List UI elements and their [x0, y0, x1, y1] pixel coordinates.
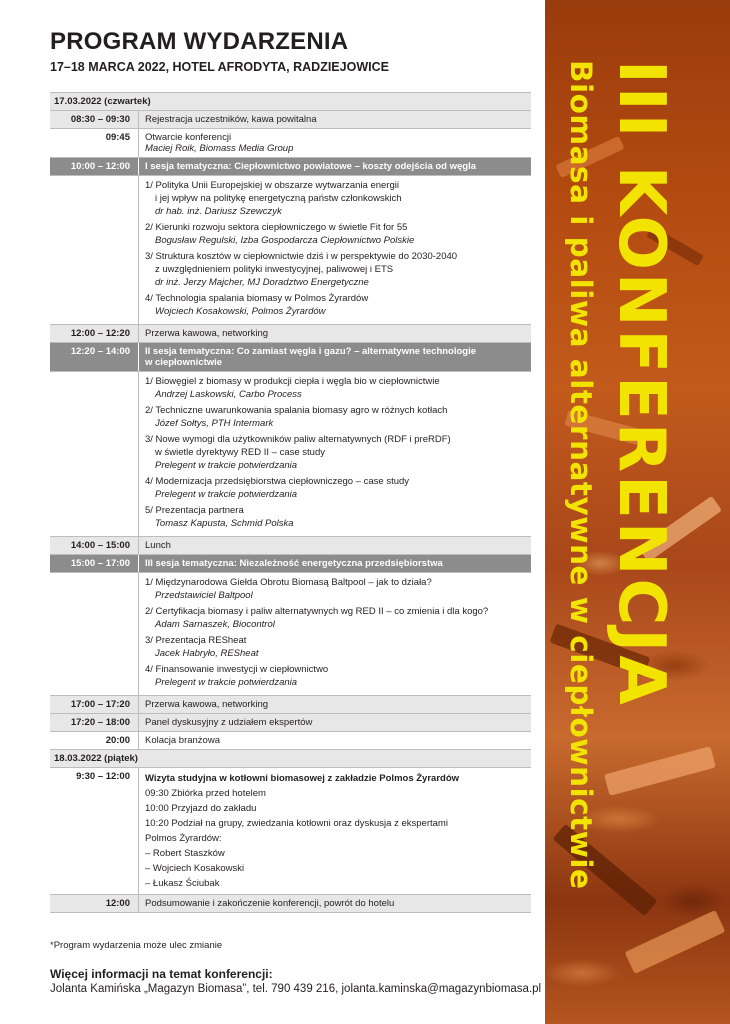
session-row-3: 15:00 – 17:00 III sesja tematyczna: Niezależność energetyczna przedsiębiorstwa [50, 555, 531, 573]
session-3-items [50, 573, 531, 696]
list-item: 1/ Międzynarodowa Giełda Obrotu Biomasą Baltpool – jak to działa? Przedstawiciel Baltpool [145, 577, 432, 601]
list-item: 2/ Kierunki rozwoju sektora ciepłowniczego w świetle Fit for 55 Bogusław Regulski, Izba Gospodarcza Ciepłownictwo Polskie [145, 222, 415, 246]
conference-theme: Biomasa i paliwa alternatywne w ciepłownictwie [564, 60, 598, 890]
footnote: *Program wydarzenia może ulec zmianie [50, 940, 223, 951]
table-row: 09:45 Otwarcie konferencji Maciej Roik, Biomass Media Group [50, 129, 531, 158]
table-row: 17:20 – 18:00 Panel dyskusyjny z udziałem ekspertów [50, 714, 531, 732]
session-row-2: 12:20 – 14:00 II sesja tematyczna: Co zamiast węgla i gazu? – alternatywne technologie w ciepłownictwie [50, 343, 531, 372]
list-item: 3/ Struktura kosztów w ciepłownictwie dziś i w perspektywie do 2030-2040 z uwzględnieniem polityki inwestycyjnej, paliwowej i ETS dr inż. Jerzy Majcher, MJ Doradztwo Energetyczne [145, 251, 458, 288]
day-header-1: 17.03.2022 (czwartek) [50, 93, 531, 111]
table-row: 9:30 – 12:00 Wizyta studyjna w kotłowni biomasowej z zakładzie Polmos Żyrardów 09:30 Zbiórka przed hotelem 10:00 Przyjazd do zakładu 10:20 Podział na grupy, zwiedzania kotłowni oraz dyskusja z ekspertami Polmos Żyrardów: – Robert Staszków – Wojciech Kosakowski – Łukasz Ściubak [50, 768, 531, 895]
page-title: PROGRAM WYDARZENIA [50, 28, 349, 55]
list-item: 3/ Prezentacja RESheat Jacek Habryło, RESheat [145, 635, 259, 659]
table-row: 14:00 – 15:00 Lunch [50, 537, 531, 555]
list-item: 4/ Modernizacja przedsiębiorstwa ciepłowniczego – case study Prelegent w trakcie potwierdzania [145, 476, 410, 500]
session-2-items [50, 372, 531, 537]
more-info-title: Więcej informacji na temat konferencji: [50, 967, 273, 981]
list-item: 1/ Polityka Unii Europejskiej w obszarze wytwarzania energii i jej wpływ na politykę energetyczną państw członkowskich dr hab. inż. Dariusz Szewczyk [145, 180, 402, 217]
session-1-items [50, 176, 531, 325]
schedule-table [50, 92, 531, 913]
list-item: 1/ Biowęgiel z biomasy w produkcji ciepła i węgla bio w ciepłownictwie Andrzej Laskowski, Carbo Process [145, 376, 440, 400]
list-item: 4/ Finansowanie inwestycji w ciepłownictwo Prelegent w trakcie potwierdzania [145, 664, 329, 688]
list-item: 5/ Prezentacja partnera Tomasz Kapusta, Schmid Polska [145, 505, 294, 529]
table-row: 17:00 – 17:20 Przerwa kawowa, networking [50, 696, 531, 714]
wood-chip-decoration [625, 910, 726, 974]
table-row: 20:00 Kolacja branżowa [50, 732, 531, 750]
list-item: 3/ Nowe wymogi dla użytkowników paliw alternatywnych (RDF i preRDF) w świetle dyrektywy RED II – case study Prelegent w trakcie potwierdzania [145, 434, 451, 471]
day-header-2: 18.03.2022 (piątek) [50, 750, 531, 768]
table-row: 12:00 Podsumowanie i zakończenie konferencji, powrót do hotelu [50, 895, 531, 912]
banner-panel [545, 0, 730, 1024]
table-row: 08:30 – 09:30 Rejestracja uczestników, kawa powitalna [50, 111, 531, 129]
conference-number-title: III KONFERENCJA [604, 60, 678, 708]
more-info-contact: Jolanta Kamińska „Magazyn Biomasa”, tel. 790 439 216, jolanta.kaminska@magazynbiomasa.pl [50, 983, 542, 995]
page-subtitle: 17–18 MARCA 2022, HOTEL AFRODYTA, RADZIEJOWICE [50, 60, 389, 74]
list-item: 2/ Certyfikacja biomasy i paliw alternatywnych wg RED II – co zmienia i dla kogo? Adam Sarnaszek, Biocontrol [145, 606, 489, 630]
list-item: 4/ Technologia spalania biomasy w Polmos Żyrardów Wojciech Kosakowski, Polmos Żyrardów [145, 293, 369, 317]
session-row-1: 10:00 – 12:00 I sesja tematyczna: Ciepłownictwo powiatowe – koszty odejścia od węgla [50, 158, 531, 176]
list-item: 2/ Techniczne uwarunkowania spalania biomasy agro w różnych kotłach Józef Sołtys, PTH Intermark [145, 405, 448, 429]
table-row: 12:00 – 12:20 Przerwa kawowa, networking [50, 325, 531, 343]
